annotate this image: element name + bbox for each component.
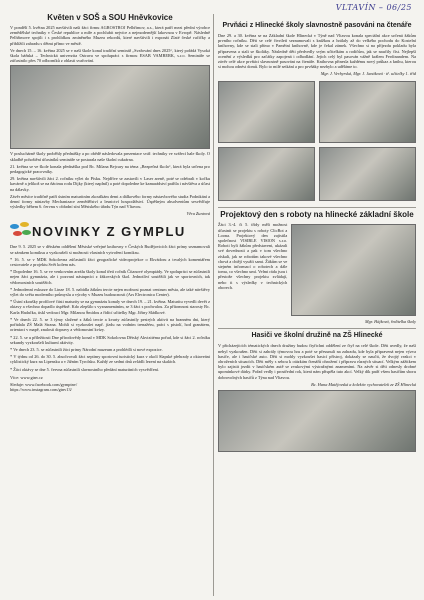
gymplu-links: Sleduje: www.facebook.com/gymptnv/ https://www.instagram.com/gtnv13/ — [10, 381, 78, 393]
gymplu-title: NOVINKY Z GYMPLU — [32, 223, 186, 239]
gymplu-news-item: * Dopoledne 16. 5. se ve venkovním areálu školy konal třetí ročník Čítanové olympiády. Ve spolupráci se zúčastnili nejen žáci gymnázia, ale i pozvaní nástupníci z žákovských škol. Jednotliví soutěžili jak ve sportovních, tak vědomostních soutěžích. — [10, 269, 210, 285]
photo-seminar — [10, 65, 210, 149]
photo-prvnaci-1 — [218, 81, 315, 143]
article-caption: Mgr. J. Verbyrská, Mgr. J. Janáková · tř. učitelky 1. tříd — [320, 71, 416, 77]
photo-prvnaci-4 — [319, 147, 416, 201]
gymplu-news-item: * 22. 5. se u příležitosti Dne přírodovědy konal v MDK Sokolovna Dětský Akvizitéma pořad, kde si žáci 2. ročníku sekundy vyzkoušeli kulturní aktivity. — [10, 334, 210, 345]
article-title-kveten: Květen v SOŠ a SOU Hněvkovice — [47, 13, 173, 22]
handwritten-date: VLTAVÍN – 06/25 — [335, 3, 412, 12]
gymplu-news-item: * Ústní zkoušky profilové části maturity se na gymnáziu konaly ve dnech 19. – 21. května. Maturitu vyvedli devět z oktavy a všechno dopadlo úspěšně. Kdo zlepšilo s vyznamenáním, se 3 žáci s pochvalou. Za přítomnost starosty Bc. Karla Hadačka, tiskl vedoucí Mgr. Milanou Šmídou a řídící učitelky Mgr. Jiřiny Sládkové. — [10, 299, 210, 315]
article-title-roboti: Projektový den s roboty na hlinecké základní škole — [220, 210, 414, 220]
article-paragraph: V přicházejících tématických dnech družiny budou čtyřichni oddělení ze čtyř na celé škole. Děti uvedly, že naší nebyl vyzkoušen. Děti si zahrály týmovou hru a poté se přesunuli na zahradu, kde byla připravená nejen výzva hasiče, ale i hasičské auto. Děti si mohly vyzkoušet hasicí přístroj, dokázaly se naučit, že dvojtý reakci v ohroženích situacích. Děti měly s sebou k otázkám čtenářů ohrožení i přípravu různých situací. Velkým zážitkem bylo zajistit jezdit v hasičském autě se zvukovými výstražnými znameními. Na závěr si děti odnesly drobné upomínkové dárky. Pořad vedly i prostřední rok, která nám přispěla tuto akcí. Velký dík patří všem hasičům sboru dobrovolných hasičů z Týna nad Vltavou. — [218, 343, 416, 380]
article-paragraph: V posluchárně školy proběhly přednášky a po obědě následovala prezentace svář. techniky ve svářecí hale školy. O skladbě pohoštění účastníků semináře se postarala naše školní cukrárna. — [10, 151, 210, 162]
article-paragraph: Závěr měsíce tradičně patří ústním maturitním zkouškám demi a dálkového formy nástavbového studia Podnikání a denní formy nástavby Mechanizace zemědělství a lesnictví hospodářství. Úspěšným absolventům sesvědčuje výsledky během 6. červnu v obřadní síni Městského úřadu Týn nad Vltavou. — [10, 193, 210, 210]
article-paragraph: V pondělí 5. května 2025 navštívili naši žáci firmu AGROSTROJ Pelhřimov, a.s., která patří mezi přední výrobce zemědělské techniky v České republice a míře a pochlubit nejvíce a nejmodernější lakovnou v Evropě. Následně Pelhřimove spojili i s prohlídkou zmíněného Muzea rekordů, které navštívili i exponát Zlaté české ručičky a přiblížili zahradu s dětmi přímo ve městě. — [10, 25, 210, 46]
article-title-prvnaci: Prvňáci z Hlinecké školy slavnostně pasováni na čtenáře — [222, 22, 412, 29]
photo-prvnaci-3 — [218, 147, 315, 201]
right-column — [218, 12, 416, 454]
robot-article-row — [218, 222, 416, 318]
article-paragraph: Žáci 3.-4. či 5. třídy měli možnost účastnit se projektu s roboty ClicBot a Loona. Projektový den zajistila společnost VISIBLE VISION s.r.o. Roboti byli žákům představeni, ukázali své dovednosti a pak v tom všechno získali, jak se robotům takové všechno chová a chtějí využít sami. Žákům se ve stejném informací o robotech a dále tomu, co všechno umí. Velmi ráda jsou i přestože všechny projektu zvládají, nebo ti s výsledky v technických oborech. — [218, 222, 288, 290]
gymplu-news-item: * Ve dnech 23. 5. se zúčastnili žáci primy Národní muzeum a prohlédli si nové expozice. — [10, 346, 163, 352]
gymplu-more: Více: www.gtnv.cz — [10, 374, 43, 380]
gymplu-news-item: Dne 9. 5. 2025 se v dětském oddělení Městské veřejné knihovny v Českých Budějovicích žáci prímy seznamovali se zámkem komiksu a vyzkoušeli si možnosti vlastních vytvoření komiksu. — [10, 244, 210, 255]
gymplu-news-item: * Jednodenní exkurze do Linze 18. 5. nabídla žákům tercie nejen možnost poznat centrum města, ale také návštěvy výlet do světa moderního průmyslu a výroby v Muzeu budoucnosti (Ars Electronica Center). — [10, 286, 210, 298]
article-paragraph: 21. května se ve škole konala přednáška pod Bc. Milana Bejcury na téma „Bezpečná škola“, která byla určena pro pedagogické pracovníky. — [10, 163, 210, 175]
gymplu-news-item: * 16. 5. se v MDK Sokolovna zúčastnili žáci geografické videoprojekce o Ekvádoru a trvalých komentářem cestovatele z projektu Svět kolem nás. — [10, 256, 210, 268]
photo-prvnaci-2 — [319, 81, 416, 143]
left-column — [10, 12, 210, 394]
section-divider — [218, 207, 416, 208]
section-divider — [218, 328, 416, 329]
article-paragraph: 29. května navštívili žáci 2. ročníku výlet do Písku. Nejdříve se zastavili v Laser areně, poté se odebrali v kočku kavárně a jelikož se na ňácimu rodu Dijky (který naplnil) a poté dopoledne ke kamarádství patřila i návštěva a účast na dálavky. — [10, 176, 210, 192]
gymplu-news-item: * Žáci oktávy se dne 5. června zúčastnili slavnostního předání maturitních vysvědčení. — [10, 366, 160, 372]
gymplu-news-item: * V týdnu od 26. do 30. 5. absolvovali žáci septimy sportovní turistický kurz v okolí Slapské přehrady a oktaveáni cyklistický kurz na Lipensku a v Jižním Tyrolsku. Každý ze sedmi dnů zvládli lezení na skalách. — [10, 354, 210, 365]
article-title-hasici: Hasiči ve školní družině na ZŠ Hlinecké — [251, 332, 383, 340]
photo-row — [218, 79, 416, 145]
gymplu-logo-icon — [10, 222, 32, 240]
photo-roboti — [291, 224, 416, 316]
article-signature: Bc. Hana Matějovská a kolektiv vychovatelek ze ZŠ Hlinecká — [311, 381, 416, 387]
gymplu-header — [10, 221, 210, 241]
photo-row — [218, 145, 416, 203]
article-paragraph: Dne 29. a 30. května se na Základní škole Hlinecká v Týně nad Vltavou konala speciální akce určená žákům prvního ročníku. Děti se celé čtvrtletí seznamovali s knížkou a hrálaly až do velkého pochodu do Kostelní knihovny, kde se stali přímo v Pamětní knihovně, kde je čekal zámek. Všechno si na příjezdu pokladu byla připravena a stali se školáky. Následně děti předvedly svým učitelkám a rodičům, jak se naučily číst. Nejlepší ocenění z výsledků pro začátky zapojená i odhodlání. Jejich celý byl pasován vážně králem Ferdinandem. Na závěr celé akce prvňáci slavnostně pasováni na čtenáře. Knihovna přinesla každému nový průkaz a knihu, kterou si mohou odnést domů. Bylo to milé setkání a pro prvňáky nezbylo a uděláme to. — [218, 33, 416, 70]
article-signature: Věra Zuntová — [186, 211, 210, 217]
article-caption: Mgr. Hájková, ředitelka školy — [365, 319, 416, 325]
gymplu-news-list — [10, 244, 210, 371]
article-paragraph: Ve dnech 15. – 16. května 2025 se v naší škole konal tradiční seminář „Svařování dnes 2025“, který pořádá Vysoká škola báňská – Technická univerzita Ostrava ve spolupráci s firmou ESAB VAMBERK, s.r.o. Semináře se zúčastnilo přes 70 odborníků z oblasti svařování. — [10, 47, 210, 64]
gymplu-news-item: * Ve dnech 22. 5. se 3 týmy složené z žáků tercie a kvarty zúčastnily pestrých aktivit na branném dni, který pořádala ZŠ Malá Strana. Mohli si vyzkoušet např. jízdu na vodním trenažéru, práci s pistolí, hod granátem, orientaci v mapě, znalosti dopravy a vědomostní kvízy. — [10, 316, 210, 333]
column-divider — [213, 14, 214, 596]
photo-hasici — [218, 390, 416, 452]
